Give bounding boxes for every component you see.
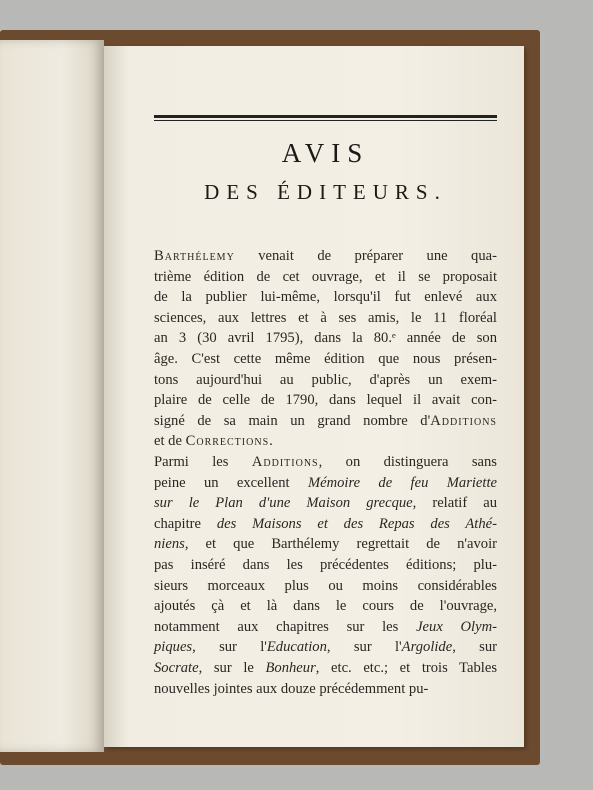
- text-segment: , etc. etc.; et trois Tables: [315, 659, 498, 676]
- text-line: [154, 493, 497, 514]
- text-segment: , on distinguera sans: [318, 454, 497, 470]
- text-line: [154, 637, 497, 658]
- text-segment: .: [269, 433, 273, 450]
- text-line: [154, 246, 497, 267]
- left-page: [0, 40, 104, 752]
- text-segment: Parmi les: [154, 454, 252, 470]
- text-line: [154, 576, 497, 597]
- page-subtitle: DES ÉDITEURS.: [204, 180, 447, 204]
- text-line: [154, 370, 497, 391]
- text-segment: sieurs morceaux plus ou moins considérables: [154, 577, 497, 594]
- text-segment: trième édition de cet ouvrage, et il se proposait: [154, 268, 497, 285]
- text-segment: , relatif au: [412, 495, 497, 512]
- text-segment: Barthélemy: [154, 248, 235, 264]
- text-segment: Bonheur: [265, 659, 316, 676]
- text-line: [154, 308, 497, 329]
- text-line: [154, 679, 497, 700]
- text-segment: sur le Plan d'une Maison grecque: [154, 495, 413, 512]
- text-line: [154, 431, 497, 452]
- text-segment: an 3 (30 avril 1795), dans la 80.ᵉ année de son: [154, 330, 497, 347]
- text-segment: signé de sa main un grand nombre d': [154, 412, 431, 429]
- text-segment: piques: [154, 639, 193, 656]
- text-segment: des Maisons et des Repas des Athé-: [216, 515, 497, 532]
- text-line: [154, 617, 497, 638]
- text-segment: Additions: [430, 412, 497, 429]
- text-line: [154, 658, 497, 679]
- text-line: [154, 514, 497, 535]
- page-title: AVIS: [281, 138, 370, 168]
- text-segment: Jeux Olym-: [416, 618, 497, 635]
- text-line: [154, 534, 497, 555]
- text-segment: pas inséré dans les précédentes éditions; plu-: [154, 556, 497, 573]
- text-line: [154, 452, 497, 473]
- text-segment: tons aujourd'hui au public, d'après un exem-: [154, 371, 497, 388]
- text-segment: âge. C'est cette même édition que nous présen-: [154, 350, 497, 367]
- text-segment: notamment aux chapitres sur les: [154, 618, 417, 635]
- text-segment: niens: [154, 536, 185, 553]
- text-segment: , sur le: [198, 659, 266, 676]
- text-segment: et de: [154, 433, 186, 450]
- text-segment: , et que Barthélemy regrettait de n'avoir: [184, 536, 497, 553]
- text-segment: , sur l': [192, 639, 267, 656]
- text-segment: Education: [266, 639, 327, 656]
- text-segment: de la publier lui-même, lorsqu'il fut enlevé aux: [154, 289, 497, 306]
- text-line: [154, 555, 497, 576]
- text-segment: venait de préparer une qua-: [234, 248, 497, 264]
- text-segment: , sur l': [326, 639, 402, 656]
- paragraph-1: [154, 246, 497, 452]
- header-double-rule: [154, 115, 497, 121]
- text-segment: Corrections: [185, 433, 270, 450]
- text-line: [154, 267, 497, 288]
- text-segment: Mémoire de feu Mariette: [307, 474, 497, 491]
- text-line: [154, 390, 497, 411]
- text-segment: Socrate: [154, 659, 199, 676]
- text-line: [154, 411, 497, 432]
- text-line: [154, 287, 497, 308]
- text-segment: Additions: [251, 454, 319, 470]
- text-line: [154, 596, 497, 617]
- paragraph-2: [154, 452, 497, 699]
- text-segment: chapitre: [154, 515, 217, 532]
- text-line: [154, 328, 497, 349]
- header-rule-thick: [154, 115, 497, 118]
- text-line: [154, 473, 497, 494]
- text-segment: Argolide: [401, 639, 453, 656]
- text-segment: nouvelles jointes aux douze précédemment pu-: [154, 680, 429, 697]
- text-segment: sciences, aux lettres et à ses amis, le 11 floréal: [154, 309, 497, 326]
- text-segment: ajoutés çà et là dans le cours de l'ouvrage,: [154, 598, 497, 615]
- text-segment: , sur: [452, 639, 497, 656]
- header-rule-thin: [154, 120, 497, 121]
- text-line: [154, 349, 497, 370]
- text-segment: plaire de celle de 1790, dans lequel il avait con-: [154, 392, 497, 409]
- text-segment: peine un excellent: [154, 474, 308, 491]
